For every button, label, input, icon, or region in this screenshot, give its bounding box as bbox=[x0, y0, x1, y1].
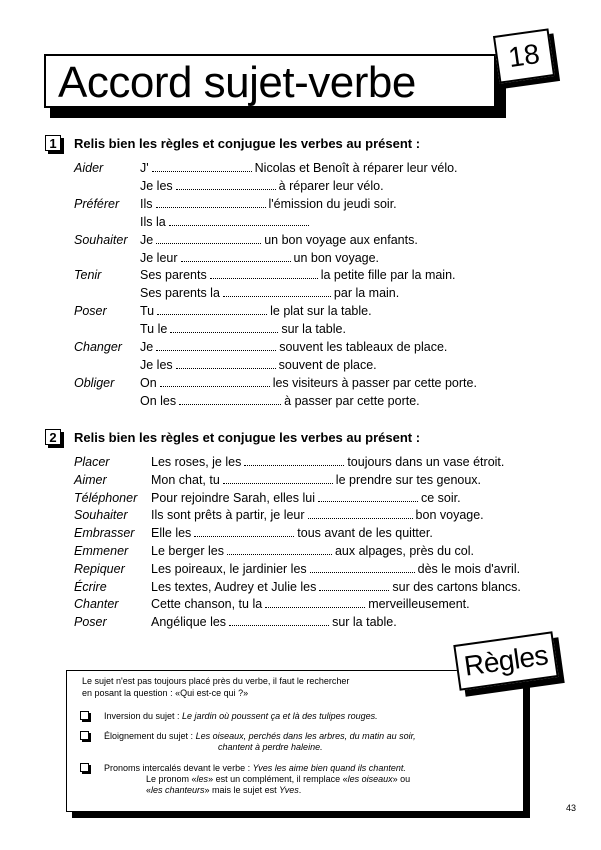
exercise-1-number: 1 bbox=[45, 135, 61, 151]
sentence-start: Les poireaux, le jardinier les bbox=[151, 561, 307, 576]
verb-infinitive: Aider bbox=[74, 161, 104, 175]
sentence-start: Je les bbox=[140, 357, 173, 372]
rule-2-text bbox=[104, 731, 416, 742]
rule-3-explanation-1 bbox=[146, 774, 410, 785]
answer-blank[interactable] bbox=[176, 359, 276, 369]
answer-blank[interactable] bbox=[169, 216, 309, 226]
sentence-start: Les textes, Audrey et Julie les bbox=[151, 579, 317, 594]
rule-3-example: Yves les aime bien quand ils chantent. bbox=[252, 763, 406, 773]
sentence-end: l'émission du jeudi soir. bbox=[268, 196, 397, 211]
verb-infinitive: Poser bbox=[74, 304, 107, 319]
sentence-end: le prendre sur tes genoux. bbox=[335, 472, 482, 487]
sentence-end: sur des cartons blancs. bbox=[392, 579, 521, 594]
exercise-sentence bbox=[140, 251, 379, 265]
answer-blank[interactable] bbox=[156, 234, 261, 244]
sentence-end: souvent de place. bbox=[278, 357, 377, 372]
page-title: Accord sujet-verbe bbox=[58, 58, 416, 107]
rule-3-e1c: » est un complément, il remplace « bbox=[208, 774, 348, 784]
sentence-start: J' bbox=[140, 161, 149, 175]
verb-infinitive: Souhaiter bbox=[74, 232, 128, 247]
verb-infinitive: Tenir bbox=[74, 268, 102, 283]
exercise-sentence bbox=[140, 161, 458, 175]
exercise-sentence bbox=[151, 615, 397, 629]
rule-2-checkbox-icon bbox=[80, 731, 91, 742]
sentence-end: dès le mois d'avril. bbox=[417, 561, 521, 576]
exercise-sentence bbox=[140, 304, 372, 318]
answer-blank[interactable] bbox=[318, 492, 418, 502]
answer-blank[interactable] bbox=[244, 456, 344, 466]
sentence-start: Angélique les bbox=[151, 615, 227, 630]
sentence-end: la petite fille par la main. bbox=[320, 268, 456, 283]
sentence-end: sur la table. bbox=[332, 615, 397, 630]
sentence-end: tous avant de les quitter. bbox=[297, 526, 433, 541]
rule-3-e1a: Le pronom « bbox=[146, 774, 197, 784]
rules-badge: Règles bbox=[453, 631, 558, 690]
rule-3-e1e: » ou bbox=[392, 774, 411, 784]
exercise-2-number: 2 bbox=[45, 429, 61, 445]
sentence-end: un bon voyage aux enfants. bbox=[264, 232, 418, 247]
sentence-start: Tu le bbox=[140, 322, 168, 337]
verb-infinitive: Repiquer bbox=[74, 561, 125, 576]
rule-3-text bbox=[104, 763, 406, 774]
answer-blank[interactable] bbox=[152, 162, 252, 172]
rule-2-example-2: chantent à perdre haleine. bbox=[218, 742, 323, 752]
exercise-sentence bbox=[140, 179, 384, 193]
answer-blank[interactable] bbox=[210, 269, 318, 279]
answer-blank[interactable] bbox=[194, 527, 294, 537]
sentence-start: Cette chanson, tu la bbox=[151, 597, 263, 612]
exercise-1-number-box bbox=[45, 135, 63, 153]
exercise-sentence bbox=[140, 268, 456, 282]
verb-infinitive: Aimer bbox=[74, 472, 107, 487]
verb-infinitive: Écrire bbox=[74, 579, 107, 594]
answer-blank[interactable] bbox=[308, 509, 413, 519]
sentence-end: merveilleusement. bbox=[368, 597, 470, 612]
sentence-start: On bbox=[140, 375, 157, 390]
rule-3-label: Pronoms intercalés devant le verbe : bbox=[104, 763, 253, 773]
sentence-start: Ils sont prêts à partir, je leur bbox=[151, 508, 305, 523]
sentence-start: Le berger les bbox=[151, 544, 224, 558]
sentence-start: Elle les bbox=[151, 526, 192, 541]
exercise-sentence bbox=[151, 562, 520, 576]
verb-infinitive: Emmener bbox=[74, 544, 129, 558]
exercise-sentence bbox=[140, 197, 397, 211]
sentence-end: bon voyage. bbox=[415, 508, 484, 523]
sentence-start: Ils la bbox=[140, 214, 166, 229]
rule-3-e2a: « bbox=[146, 785, 152, 795]
sentence-start: Ils bbox=[140, 196, 153, 211]
answer-blank[interactable] bbox=[156, 341, 276, 351]
answer-blank[interactable] bbox=[310, 563, 415, 573]
exercise-sentence bbox=[140, 376, 477, 390]
sentence-start: Ses parents bbox=[140, 268, 207, 283]
exercise-sentence bbox=[140, 358, 377, 372]
exercise-sentence bbox=[151, 473, 481, 487]
answer-blank[interactable] bbox=[179, 395, 281, 405]
rules-intro-line-2: en posant la question : «Qui est-ce qui ?» bbox=[82, 688, 249, 698]
rule-3-e2e: . bbox=[298, 785, 302, 795]
page-number: 43 bbox=[566, 803, 577, 813]
rule-3-e2c: » mais le sujet est bbox=[204, 785, 280, 795]
answer-blank[interactable] bbox=[176, 180, 276, 190]
verb-infinitive: Obliger bbox=[74, 375, 115, 390]
sentence-end: par la main. bbox=[333, 286, 400, 301]
exercise-sentence bbox=[151, 455, 504, 469]
answer-blank[interactable] bbox=[227, 545, 332, 555]
sentence-start: Je les bbox=[140, 178, 173, 193]
exercise-sentence bbox=[140, 215, 312, 229]
rule-3-explanation-2 bbox=[146, 785, 301, 796]
answer-blank[interactable] bbox=[181, 252, 291, 262]
exercise-sentence bbox=[151, 526, 433, 540]
rules-intro-line-1: Le sujet n'est pas toujours placé près du verbe, il faut le rechercher bbox=[82, 676, 350, 686]
sentence-end: les visiteurs à passer par cette porte. bbox=[272, 375, 477, 390]
sentence-end: toujours dans un vase étroit. bbox=[347, 455, 505, 469]
exercise-sentence bbox=[151, 580, 521, 594]
exercise-sentence bbox=[140, 394, 420, 408]
exercise-2-number-box bbox=[45, 429, 63, 447]
verb-infinitive: Poser bbox=[74, 615, 107, 630]
sentence-start: Ses parents la bbox=[140, 286, 220, 301]
exercise-sentence bbox=[151, 544, 474, 558]
answer-blank[interactable] bbox=[223, 474, 333, 484]
sentence-end: aux alpages, près du col. bbox=[334, 544, 474, 558]
verb-infinitive: Préférer bbox=[74, 196, 120, 211]
rule-1-checkbox-icon bbox=[80, 711, 91, 722]
exercise-sentence bbox=[151, 508, 484, 522]
rule-1-example: Le jardin où poussent ça et là des tulipes rouges. bbox=[182, 711, 378, 721]
sentence-start: Je leur bbox=[140, 250, 178, 265]
rule-3-e2b: les chanteurs bbox=[151, 785, 205, 795]
sentence-start: Tu bbox=[140, 304, 155, 319]
sentence-start: On les bbox=[140, 393, 177, 408]
answer-blank[interactable] bbox=[319, 581, 389, 591]
exercise-sentence bbox=[151, 597, 470, 611]
rule-1-text bbox=[104, 711, 378, 722]
sentence-end: un bon voyage. bbox=[293, 250, 380, 265]
exercise-1-instruction: Relis bien les règles et conjugue les verbes au présent : bbox=[74, 136, 421, 151]
exercise-2-instruction: Relis bien les règles et conjugue les verbes au présent : bbox=[74, 430, 421, 445]
answer-blank[interactable] bbox=[157, 305, 267, 315]
answer-blank[interactable] bbox=[229, 616, 329, 626]
verb-infinitive: Souhaiter bbox=[74, 508, 128, 523]
sentence-start: Les roses, je les bbox=[151, 455, 242, 469]
exercise-sentence bbox=[140, 340, 447, 354]
exercise-sentence bbox=[140, 286, 399, 300]
verb-infinitive: Changer bbox=[74, 340, 122, 354]
rule-3-checkbox-icon bbox=[80, 763, 91, 774]
exercise-sentence bbox=[151, 491, 461, 505]
verb-infinitive: Placer bbox=[74, 455, 110, 469]
sentence-start: Mon chat, tu bbox=[151, 472, 220, 487]
verb-infinitive: Embrasser bbox=[74, 526, 135, 541]
page-badge: 18 bbox=[493, 28, 555, 83]
answer-blank[interactable] bbox=[265, 598, 365, 608]
rule-3-e2d: Yves bbox=[279, 785, 299, 795]
sentence-end: sur la table. bbox=[281, 322, 346, 337]
answer-blank[interactable] bbox=[223, 287, 331, 297]
sentence-end: Nicolas et Benoît à réparer leur vélo. bbox=[254, 161, 458, 175]
rule-1-label: Inversion du sujet : bbox=[104, 711, 183, 721]
sentence-start: Pour rejoindre Sarah, elles lui bbox=[151, 490, 315, 505]
rule-3-e1b: les bbox=[196, 774, 209, 784]
rule-2-example-1: Les oiseaux, perchés dans les arbres, du matin au soir, bbox=[195, 731, 416, 741]
sentence-end: à passer par cette porte. bbox=[284, 393, 420, 408]
sentence-end: souvent les tableaux de place. bbox=[279, 340, 448, 354]
answer-blank[interactable] bbox=[160, 377, 270, 387]
sentence-end: le plat sur la table. bbox=[270, 304, 372, 319]
verb-infinitive: Chanter bbox=[74, 597, 119, 612]
sentence-end: ce soir. bbox=[420, 490, 461, 505]
rule-2-label: Éloignement du sujet : bbox=[104, 731, 196, 741]
sentence-start: Je bbox=[140, 232, 154, 247]
sentence-start: Je bbox=[140, 340, 154, 354]
verb-infinitive: Téléphoner bbox=[74, 490, 138, 505]
exercise-sentence bbox=[140, 233, 418, 247]
rule-3-e1d: les oiseaux bbox=[347, 774, 393, 784]
exercise-sentence bbox=[140, 322, 346, 336]
sentence-end: à réparer leur vélo. bbox=[278, 178, 384, 193]
answer-blank[interactable] bbox=[156, 198, 266, 208]
answer-blank[interactable] bbox=[170, 323, 278, 333]
